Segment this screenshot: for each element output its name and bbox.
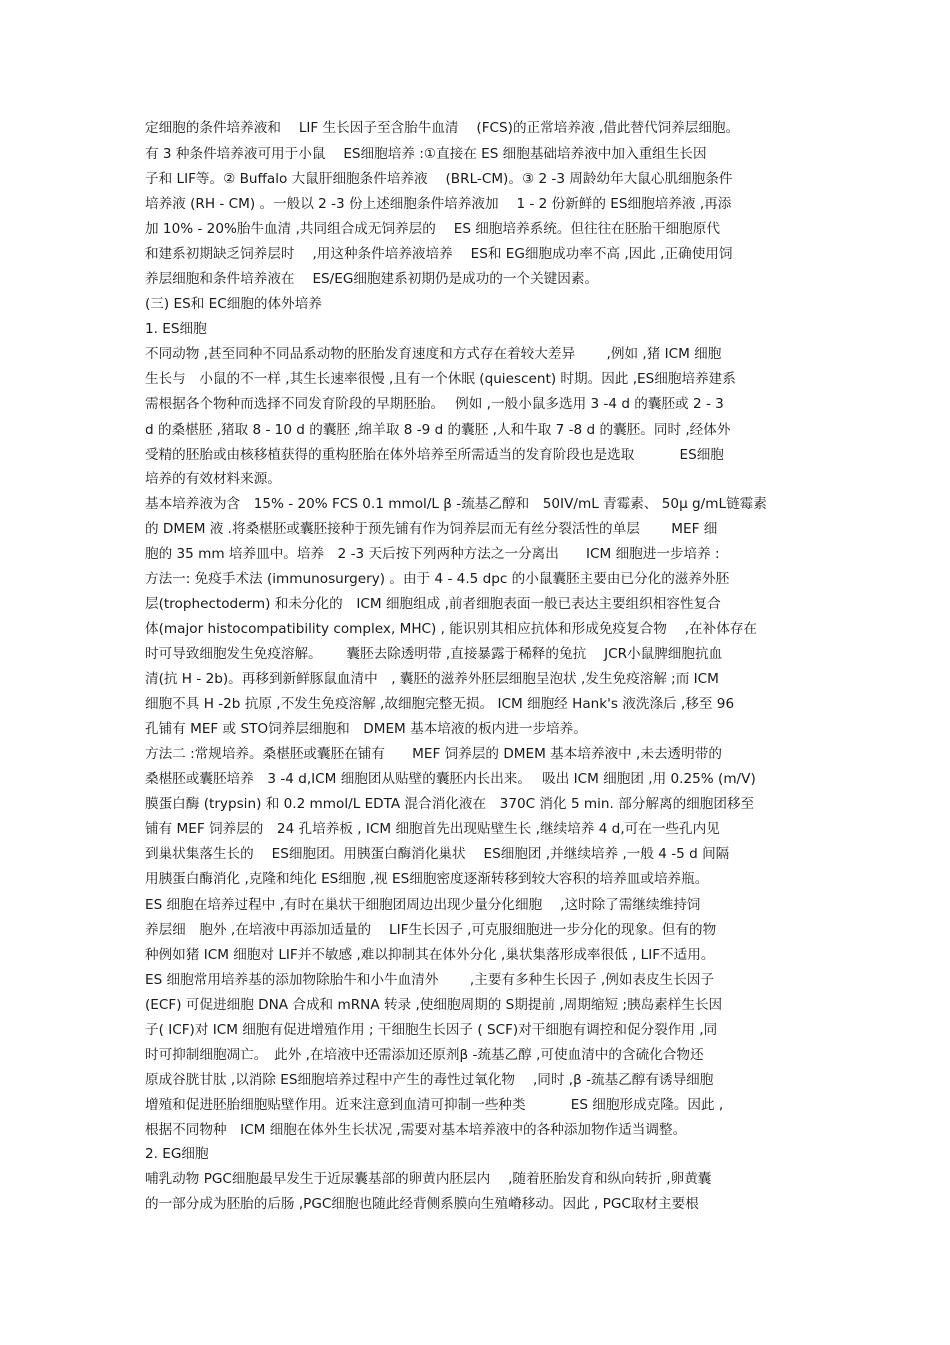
text-line: 受精的胚胎或由核移植获得的重构胚胎在体外培养至所需适当的发育阶段也是选取 ES细胞 bbox=[145, 447, 724, 463]
text-line: 时可抑制细胞凋亡。 此外 ,在培液中还需添加还原剂β -巯基乙醇 ,可使血清中的含硫化合物还 bbox=[145, 1047, 704, 1063]
text-line: 不同动物 ,甚至同种不同品系动物的胚胎发育速度和方式存在着较大差异 ,例如 ,猪 ICM 细胞 bbox=[145, 346, 722, 362]
text-line: 细胞不具 H -2b 抗原 ,不发生免疫溶解 ,故细胞完整无损。 ICM 细胞经 Hank's 液洗涤后 ,移至 96 bbox=[145, 696, 735, 712]
section-heading: (三) ES和 EC细胞的体外培养 bbox=[145, 296, 322, 312]
text-line: 方法一: 免疫手术法 (immunosurgery) 。由于 4 - 4.5 dpc 的小鼠囊胚主要由已分化的滋养外胚 bbox=[145, 571, 730, 587]
text-line: 子( ICF)对 ICM 细胞有促进增殖作用 ; 干细胞生长因子 ( SCF)对干细胞有调控和促分裂作用 ,同 bbox=[145, 1022, 718, 1038]
text-line: 哺乳动物 PGC细胞最早发生于近尿囊基部的卵黄内胚层内 ,随着胚胎发育和纵向转折 ,卵黄囊 bbox=[145, 1171, 712, 1187]
text-line: 时可导致细胞发生免疫溶解。 囊胚去除透明带 ,直接暴露于稀释的兔抗 JCR小鼠脾细胞抗血 bbox=[145, 646, 723, 662]
text-line: 根据不同物种 ICM 细胞在体外生长状况 ,需要对基本培养液中的各种添加物作适当调整。 bbox=[145, 1122, 687, 1138]
text-line: 定细胞的条件培养液和 LIF 生长因子至含胎牛血清 (FCS)的正常培养液 ,借此替代饲养层细胞。 bbox=[145, 120, 740, 136]
text-line: 养层细 胞外 ,在培液中再添加适量的 LIF生长因子 ,可克服细胞进一步分化的现象。但有的物 bbox=[145, 922, 717, 938]
text-line: d 的桑椹胚 ,猪取 8 - 10 d 的囊胚 ,绵羊取 8 -9 d 的囊胚 ,人和牛取 7 -8 d 的囊胚。同时 ,经体外 bbox=[145, 422, 731, 438]
text-line: 需根据各个物种而选择不同发育阶段的早期胚胎。 例如 ,一般小鼠多选用 3 -4 d 的囊胚或 2 - 3 bbox=[145, 396, 724, 412]
text-line: 到巢状集落生长的 ES细胞团。用胰蛋白酶消化巢状 ES细胞团 ,并继续培养 ,一般 4 -5 d 间隔 bbox=[145, 846, 730, 862]
text-line: 膜蛋白酶 (trypsin) 和 0.2 mmol/L EDTA 混合消化液在 370C 消化 5 min. 部分解离的细胞团移至 bbox=[145, 796, 755, 812]
text-line: 增殖和促进胚胎细胞贴壁作用。近来注意到血清可抑制一些种类 ES 细胞形成克隆。因此 , bbox=[145, 1097, 724, 1113]
text-line: 方法二 :常规培养。桑椹胚或囊胚在铺有 MEF 饲养层的 DMEM 基本培养液中 ,未去透明带的 bbox=[145, 746, 722, 762]
text-line: (ECF) 可促进细胞 DNA 合成和 mRNA 转录 ,使细胞周期的 S期提前 ,周期缩短 ;胰岛素样生长因 bbox=[145, 997, 723, 1013]
text-line: 种例如猪 ICM 细胞对 LIF并不敏感 ,难以抑制其在体外分化 ,巢状集落形成率很低 , LIF不适用。 bbox=[145, 947, 715, 963]
text-line: 培养液 (RH - CM) 。一般以 2 -3 份上述细胞条件培养液加 1 - 2 份新鲜的 ES细胞培养液 ,再添 bbox=[145, 196, 732, 212]
subsection-heading: 2. EG细胞 bbox=[145, 1146, 209, 1162]
text-line: 的一部分成为胚胎的后肠 ,PGC细胞也随此经背侧系膜向生殖嵴移动。因此 , PGC取材主要根 bbox=[145, 1196, 699, 1212]
text-line: 加 10% - 20%胎牛血清 ,共同组合成无饲养层的 ES 细胞培养系统。但往往在胚胎干细胞原代 bbox=[145, 221, 720, 237]
text-line: ES 细胞在培养过程中 ,有时在巢状干细胞团周边出现少量分化细胞 ,这时除了需继续维持饲 bbox=[145, 897, 701, 913]
text-line: 清(抗 H - 2b)。再移到新鲜豚鼠血清中 , 囊胚的滋养外胚层细胞呈泡状 ,发生免疫溶解 ;而 ICM bbox=[145, 671, 719, 687]
text-line: 基本培养液为含 15% - 20% FCS 0.1 mmol/L β -巯基乙醇和 50IV/mL 青霉素、 50μ g/mL链霉素 bbox=[145, 496, 767, 512]
text-line: 培养的有效材料来源。 bbox=[145, 471, 281, 487]
text-line: 胞的 35 mm 培养皿中。培养 2 -3 天后按下列两种方法之一分离出 ICM 细胞进一步培养 : bbox=[145, 546, 720, 562]
text-line: 铺有 MEF 饲养层的 24 孔培养板 , ICM 细胞首先出现贴壁生长 ,继续培养 4 d,可在一些孔内见 bbox=[145, 821, 720, 837]
subsection-heading: 1. ES细胞 bbox=[145, 321, 207, 337]
text-line: 有 3 种条件培养液可用于小鼠 ES细胞培养 :①直接在 ES 细胞基础培养液中加入重组生长因 bbox=[145, 146, 707, 162]
text-line: ES 细胞常用培养基的添加物除胎牛和小牛血清外 ,主要有多种生长因子 ,例如表皮生长因子 bbox=[145, 972, 714, 988]
text-line: 养层细胞和条件培养液在 ES/EG细胞建系初期仍是成功的一个关键因素。 bbox=[145, 271, 599, 287]
text-line: 生长与 小鼠的不一样 ,其生长速率很慢 ,且有一个休眠 (quiescent) 时期。因此 ,ES细胞培养建系 bbox=[145, 371, 736, 387]
text-line: 孔铺有 MEF 或 STO饲养层细胞和 DMEM 基本培液的板内进一步培养。 bbox=[145, 721, 587, 737]
text-line: 用胰蛋白酶消化 ,克隆和纯化 ES细胞 ,视 ES细胞密度逐渐转移到较大容积的培养皿或培养瓶。 bbox=[145, 871, 709, 887]
text-line: 桑椹胚或囊胚培养 3 -4 d,ICM 细胞团从贴壁的囊胚内长出来。 吸出 ICM 细胞团 ,用 0.25% (m/V) bbox=[145, 771, 756, 787]
text-line: 层(trophectoderm) 和未分化的 ICM 细胞组成 ,前者细胞表面一般已表达主要组织相容性复合 bbox=[145, 596, 721, 612]
text-line: 子和 LIF等。② Buffalo 大鼠肝细胞条件培养液 (BRL-CM)。③ 2 -3 周龄幼年大鼠心肌细胞条件 bbox=[145, 171, 733, 187]
text-line: 体(major histocompatibility complex, MHC) , 能识别其相应抗体和形成免疫复合物 ,在补体存在 bbox=[145, 621, 758, 637]
text-line: 原成谷胱甘肽 ,以消除 ES细胞培养过程中产生的毒性过氧化物 ,同时 ,β -巯基乙醇有诱导细胞 bbox=[145, 1072, 714, 1088]
text-line: 和建系初期缺乏饲养层时 ,用这种条件培养液培养 ES和 EG细胞成功率不高 ,因此 ,正确使用饲 bbox=[145, 246, 733, 262]
text-line: 的 DMEM 液 .将桑椹胚或囊胚接种于预先铺有作为饲养层而无有丝分裂活性的单层 MEF 细 bbox=[145, 521, 718, 537]
